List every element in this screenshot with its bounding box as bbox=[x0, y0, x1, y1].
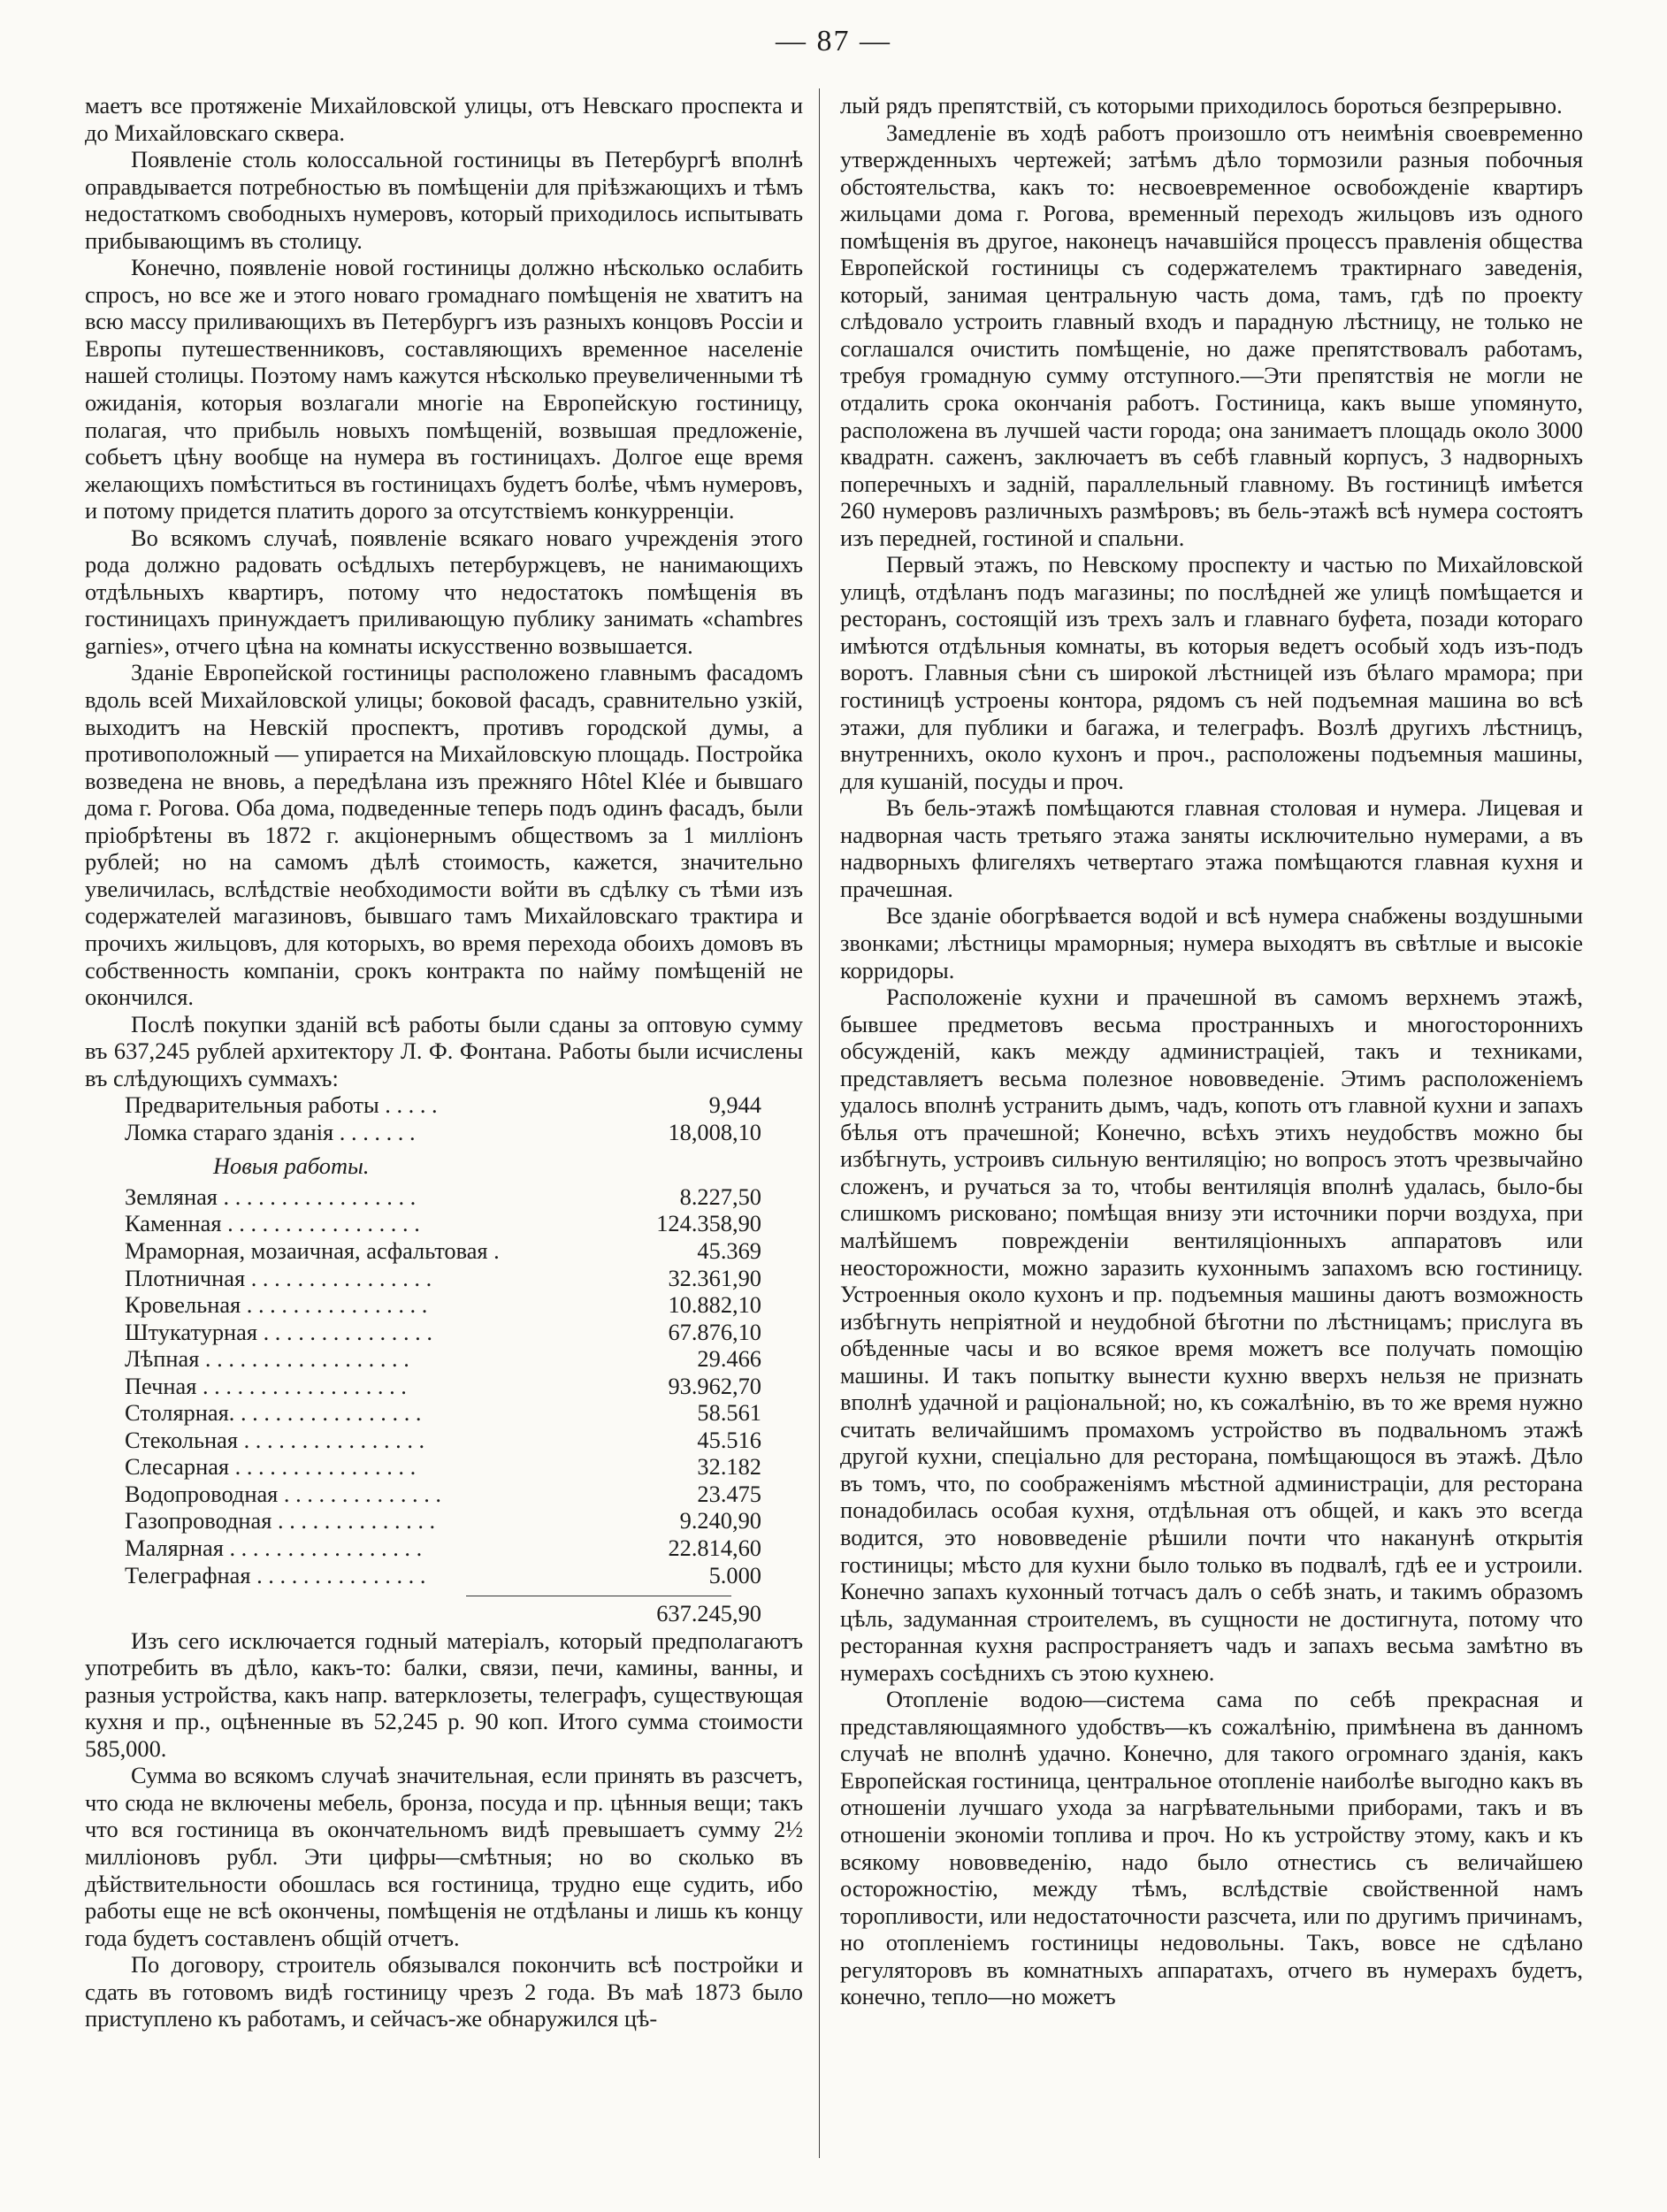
cost-section-heading: Новыя работы. bbox=[213, 1152, 370, 1180]
cost-label: Газопроводная . . . . . . . . . . . . . . bbox=[125, 1507, 436, 1535]
cost-row bbox=[125, 1507, 761, 1535]
paragraph: Зданіе Европейской гостиницы расположено главнымъ фасадомъ вдоль всей Михайловской улицы; боковой фасадъ, сравнительно узкій, выходитъ на Невскій проспектъ, противъ городской думы, а противоположный — упирается на Михайловскую площадь. Постройка возведена не вновь, а передѣлана изъ прежняго Hôtel Klée и бывшаго дома г. Рогова. Оба дома, подведенные теперь подъ одинъ фасадъ, были пріобрѣтены въ 1872 г. акціонернымъ обществомъ за 1 милліонъ рублей; но на самомъ дѣлѣ стоимость, кажется, значительно увеличилась, вслѣдствіе необходимости войти въ сдѣлку съ тѣми изъ содержателей магазиновъ, бывшаго тамъ Михайловскаго трактира и прочихъ жильцовъ, для которыхъ, во время перехода обоихъ домовъ въ собственность компаніи, срокъ контракта по найму помѣщеній не окончился. bbox=[85, 659, 803, 1011]
cost-value: 45.369 bbox=[697, 1236, 761, 1264]
cost-value: 5.000 bbox=[708, 1561, 761, 1588]
cost-value: 124.358,90 bbox=[656, 1210, 761, 1237]
cost-row bbox=[125, 1291, 761, 1319]
paragraph: маетъ все протяженіе Михайловской улицы, отъ Невскаго проспекта и до Михайловскаго сквера. bbox=[85, 92, 803, 146]
page-number: — 87 — bbox=[776, 25, 891, 57]
paragraph: Отопленіе водою—система сама по себѣ прекрасная и представляющаямного удобствъ—къ сожалѣнію, примѣнена въ данномъ случаѣ не вполнѣ удачно. Конечно, для такого огромнаго зданія, какъ Европейская гостиница, центральное отопленіе наиболѣе выгодно какъ въ отношеніи лучшаго ухода за нагрѣвательными приборами, такъ и въ отношеніи экономіи топлива и проч. Но къ устройству этому, какъ и къ всякому нововведенію, надо было отнестись съ величайшею осторожностію, между тѣмъ, вслѣдствіе свойственной намъ торопливости, или недостаточности разсчета, или по другимъ причинамъ, но отопленіемъ гостиницы недовольны. Такъ, вовсе не сдѣлано регуляторовъ въ комнатныхъ аппаратахъ, отчего въ нумерахъ будетъ, конечно, тепло—но можетъ bbox=[840, 1686, 1583, 2010]
paragraph: Сумма во всякомъ случаѣ значительная, если принять въ разсчетъ, что сюда не включены мебель, бронза, посуда и пр. цѣнныя вещи; такъ что вся гостиница въ окончательномъ видѣ превышаетъ сумму 2½ милліоновъ рубл. Эти цифры—смѣтныя; но во сколько въ дѣйствительности обошлась вся гостиница, трудно еще судить, ибо работы еще не всѣ окончены, помѣщенія не отдѣланы и лишь къ концу года будетъ составленъ общій отчетъ. bbox=[85, 1762, 803, 1951]
cost-row bbox=[125, 1481, 761, 1508]
column-divider bbox=[819, 88, 820, 2158]
cost-value: 32.182 bbox=[697, 1453, 761, 1481]
cost-label: Малярная . . . . . . . . . . . . . . . . . bbox=[125, 1534, 423, 1561]
cost-value: 18,008,10 bbox=[668, 1118, 761, 1145]
cost-label: Мраморная, мозаичная, асфальтовая . bbox=[125, 1236, 500, 1264]
cost-row bbox=[125, 1265, 761, 1292]
cost-row bbox=[125, 1427, 761, 1454]
cost-value: 67.876,10 bbox=[668, 1318, 761, 1345]
cost-row bbox=[125, 1319, 761, 1346]
cost-label: Плотничная . . . . . . . . . . . . . . . . bbox=[125, 1264, 432, 1291]
cost-row bbox=[125, 1373, 761, 1400]
cost-label: Слесарная . . . . . . . . . . . . . . . . bbox=[125, 1453, 417, 1481]
cost-rows-new-works bbox=[125, 1183, 761, 1588]
cost-row bbox=[125, 1535, 761, 1562]
cost-label: Печная . . . . . . . . . . . . . . . . . . bbox=[125, 1372, 407, 1399]
paragraph: Изъ сего исключается годный матеріалъ, который предполагаютъ употребить въ дѣло, какъ-то: балки, связи, печи, камины, ванны, и разныя устройства, какъ напр. ватерклозеты, телеграфъ, существующая кухня и пр., оцѣненные въ 52,245 р. 90 коп. Итого сумма стоимости 585,000. bbox=[85, 1626, 803, 1762]
cost-label: Лѣпная . . . . . . . . . . . . . . . . . . bbox=[125, 1345, 409, 1373]
cost-row bbox=[125, 1345, 761, 1373]
cost-value: 29.466 bbox=[697, 1345, 761, 1373]
cost-label: Водопроводная . . . . . . . . . . . . . . bbox=[125, 1480, 442, 1507]
cost-value: 23.475 bbox=[697, 1480, 761, 1507]
cost-row bbox=[125, 1237, 761, 1265]
right-column bbox=[840, 92, 1583, 2010]
paragraph: Первый этажъ, по Невскому проспекту и частью по Михайловской улицѣ, отдѣланъ подъ магазины; по послѣдней же улицѣ помѣщается и ресторанъ, состоящій изъ трехъ залъ и главнаго буфета, позади котораго имѣются отдѣльныя комнаты, въ которыя ведетъ особый ходъ изъ-подъ воротъ. Главныя сѣни съ широкой лѣстницей изъ бѣлаго мрамора; при гостиницѣ устроены контора, рядомъ съ ней подъемная машина во всѣ этажи, для публики и багажа, и телеграфъ. Возлѣ другихъ лѣстницъ, внутреннихъ, около кухонъ и проч., расположены подъемныя машины, для кушаній, посуды и проч. bbox=[840, 551, 1583, 794]
cost-label: Стекольная . . . . . . . . . . . . . . . . bbox=[125, 1426, 425, 1453]
paragraph: Во всякомъ случаѣ, появленіе всякаго новаго учрежденія этого рода должно радовать осѣдлыхъ петербуржцевъ, не нанимающихъ отдѣльныхъ квартиръ, потому что недостатокъ помѣщенія въ гостиницахъ принуждаетъ приливающую публику занимать «chambres garnies», отчего цѣна на комнаты искусственно возвышается. bbox=[85, 524, 803, 659]
cost-label: Ломка стараго зданія . . . . . . . bbox=[125, 1118, 416, 1145]
paragraph: Замедленіе въ ходѣ работъ произошло отъ неимѣнія своевременно утвержденныхъ чертежей; затѣмъ дѣло тормозили разныя побочныя обстоятельства, какъ то: несвоевременное освобожденіе квартиръ жильцами дома г. Рогова, временный переходъ жильцовъ изъ одного помѣщенія въ другое, наконецъ начавшійся процессъ правленія общества Европейской гостиницы съ содержателемъ трактирнаго заведенія, который, занимая центральную часть дома, тамъ, гдѣ по проекту слѣдовало устроить главный входъ и парадную лѣстницу, не только не соглашался очистить помѣщеніе, но даже препятствовалъ работамъ, требуя громадную сумму отступного.—Эти препятствія не могли не отдалить срока окончанія работъ. Гостиница, какъ выше упомянуто, расположена въ лучшей части города; она занимаетъ площадь около 3000 квадратн. саженъ, заключаетъ въ себѣ главный корпусъ, 3 надворныхъ поперечныхъ и задній, параллельный главному. Въ гостиницѣ имѣется 260 нумеровъ различныхъ размѣровъ; въ бель-этажѣ всѣ нумера состоятъ изъ передней, гостиной и спальни. bbox=[840, 119, 1583, 551]
paragraph: Въ бель-этажѣ помѣщаются главная столовая и нумера. Лицевая и надворная часть третьяго этажа заняты исключительно нумерами, а въ надворныхъ флигеляхъ четвертаго этажа помѣщаются главная кухня и прачешная. bbox=[840, 794, 1583, 902]
paragraph: Расположеніе кухни и прачешной въ самомъ верхнемъ этажѣ, бывшее предметовъ весьма пространныхъ и многостороннихъ обсужденій, какъ между администраціей, такъ и техниками, представляетъ весьма полезное нововведеніе. Этимъ расположеніемъ удалось вполнѣ устранить дымъ, чадъ, копоть отъ главной кухни и запахъ бѣлья отъ прачешной; Конечно, всѣхъ этихъ неудобствъ можно бы избѣгнуть, устроивъ сильную вентиляцію; но вопросъ этотъ чрезвычайно сложенъ, и ручаться за то, чтобы вентиляція вполнѣ удалась, было-бы слишкомъ рисковано; помѣщая внизу эти источники порчи воздуха, при малѣйшемъ поврежденіи вентиляціонныхъ аппаратовъ или неосторожности, можно заразить кухоннымъ запахомъ всю гостиницу. Устроенныя около кухонъ и пр. подъемныя машины даютъ возможность избѣгнуть непріятной и неудобной бѣготни по лѣстницамъ; прислуга въ обѣденные часы и во всякое время можетъ все получать помощію машины. И такъ попытку вынести кухню вверхъ нельзя не признать вполнѣ удачной и раціональной; но, къ сожалѣнію, въ то же время нужно считать величайшимъ промахомъ устройство въ подвальномъ этажѣ другой кухни, спеціально для ресторана, помѣщающося въ этажѣ. Дѣло въ томъ, что, по соображеніямъ мѣстной администраціи, для ресторана понадобилась особая кухня, отдѣльная отъ общей, и какъ это всегда водится, это нововведеніе рѣшили почти что наканунѣ открытія гостиницы; мѣсто для кухни было только въ подвалѣ, гдѣ ее и устроили. Конечно запахъ кухонный тотчасъ далъ о себѣ знать, и такимъ образомъ цѣль, задуманная строителемъ, въ сущности не достигнута, потому что ресторанная кухня распространяетъ чадъ и запахъ весьма замѣтно въ нумерахъ сосѣднихъ съ этою кухнею. bbox=[840, 984, 1583, 1686]
cost-row bbox=[125, 1183, 761, 1211]
paragraph: По договору, строитель обязывался покончить всѣ постройки и сдать въ готовомъ видѣ гостиницу чрезъ 2 года. Въ маѣ 1873 было приступлено къ работамъ, и сейчасъ-же обнаружился цѣ- bbox=[85, 1951, 803, 2032]
cost-value: 8.227,50 bbox=[679, 1183, 761, 1210]
paragraph: Все зданіе обогрѣвается водой и всѣ нумера снабжены воздушными звонками; лѣстницы мраморныя; нумера выходятъ въ свѣтлые и высокіе корридоры. bbox=[840, 902, 1583, 984]
cost-label: Предварительныя работы . . . . . bbox=[125, 1091, 438, 1119]
paragraph: Послѣ покупки зданій всѣ работы были сданы за оптовую сумму въ 637,245 рублей архитектору Л. Ф. Фонтана. Работы были исчислены въ слѣдующихъ суммахъ: bbox=[85, 1010, 803, 1091]
cost-value: 32.361,90 bbox=[668, 1264, 761, 1291]
cost-label: Земляная . . . . . . . . . . . . . . . . . bbox=[125, 1183, 417, 1210]
cost-total: 637.245,90 bbox=[656, 1600, 761, 1627]
cost-value: 22.814,60 bbox=[668, 1534, 761, 1561]
cost-row bbox=[125, 1453, 761, 1481]
cost-row bbox=[125, 1562, 761, 1589]
cost-label: Столярная. . . . . . . . . . . . . . . . . bbox=[125, 1399, 422, 1427]
cost-value: 9,944 bbox=[708, 1091, 761, 1119]
cost-value: 10.882,10 bbox=[668, 1291, 761, 1319]
cost-row bbox=[125, 1119, 761, 1146]
cost-row bbox=[125, 1210, 761, 1237]
cost-table bbox=[125, 1091, 761, 1626]
left-column bbox=[85, 92, 803, 2032]
cost-label: Штукатурная . . . . . . . . . . . . . . . bbox=[125, 1318, 432, 1345]
cost-row bbox=[125, 1399, 761, 1427]
paragraph: Конечно, появленіе новой гостиницы должно нѣсколько ослабить спросъ, но все же и этого новаго громаднаго помѣщенія не хватитъ на всю массу приливающихъ въ Петербургъ изъ разныхъ концовъ Россіи и Европы путешественниковъ, составляющихъ временное населеніе нашей столицы. Поэтому намъ кажутся нѣсколько преувеличенными тѣ ожиданія, которыя возлагали многіе на Европейскую гостиницу, полагая, что прибыль новыхъ помѣщеній, возвышая предложеніе, собьетъ цѣну вообще на нумера въ гостиницахъ. Долгое еще время желающихъ помѣститься въ гостиницахъ будетъ болѣе, чѣмъ нумеровъ, и потому придется платить дорого за отсутствіемъ конкурренціи. bbox=[85, 254, 803, 524]
cost-value: 93.962,70 bbox=[668, 1372, 761, 1399]
cost-value: 9.240,90 bbox=[679, 1507, 761, 1535]
cost-value: 45.516 bbox=[697, 1426, 761, 1453]
paragraph: лый рядъ препятствій, съ которыми приходилось бороться безпрерывно. bbox=[840, 92, 1563, 119]
cost-value: 58.561 bbox=[697, 1399, 761, 1427]
cost-label: Каменная . . . . . . . . . . . . . . . . . bbox=[125, 1210, 420, 1237]
paragraph: Появленіе столь колоссальной гостиницы въ Петербургѣ вполнѣ оправдывается потребностью въ помѣщеніи для пріѣзжающихъ и тѣмъ недостаткомъ свободныхъ нумеровъ, который приходилось испытывать прибывающимъ въ столицу. bbox=[85, 146, 803, 254]
cost-row bbox=[125, 1091, 761, 1119]
cost-label: Кровельная . . . . . . . . . . . . . . . . bbox=[125, 1291, 428, 1319]
cost-label: Телеграфная . . . . . . . . . . . . . . . bbox=[125, 1561, 426, 1588]
